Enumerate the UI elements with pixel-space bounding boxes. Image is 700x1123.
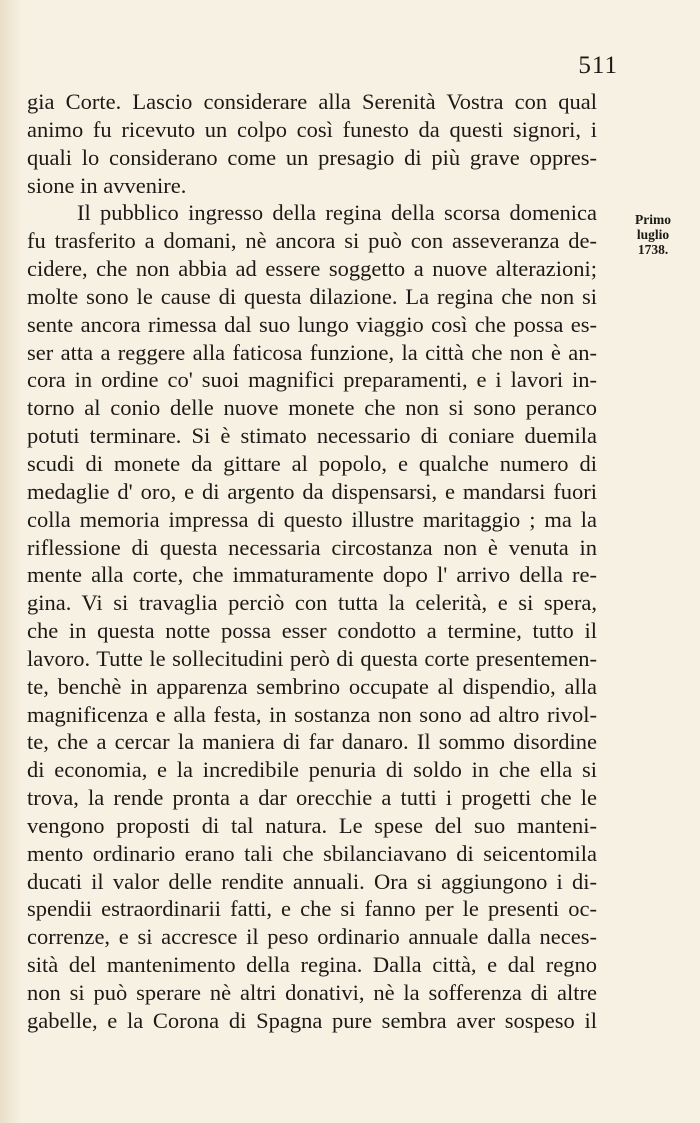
text-line: mente alla corte, che immaturamente dopo l' arrivo della re- — [27, 562, 597, 588]
page-edge-shadow — [0, 0, 22, 1123]
text-line: te, benchè in apparenza sembrino occupate al dispendio, alla — [27, 673, 597, 699]
text-line: torno al conio delle nuove monete che non si sono peranco — [27, 395, 597, 421]
text-line: cidere, che non abbia ad essere soggetto a nuove alterazioni; — [27, 256, 597, 282]
text-line: potuti terminare. Si è stimato necessario di coniare duemila — [27, 423, 597, 449]
text-line: animo fu ricevuto un colpo così funesto da questi signori, i — [27, 116, 597, 142]
text-line: spendii estraordinarii fatti, e che si fanno per le presenti oc- — [27, 896, 597, 922]
paragraph-2 — [27, 199, 597, 1034]
margin-note-line: 1738. — [637, 242, 669, 257]
text-line: ducati il valor delle rendite annuali. Ora si aggiungono i di- — [27, 868, 597, 894]
paragraph-1 — [27, 88, 597, 199]
body-text — [27, 88, 597, 1035]
text-line: vengono proposti di tal natura. Le spese del suo manteni- — [27, 812, 597, 838]
text-line: ser atta a reggere alla faticosa funzione, la città che non è an- — [27, 339, 597, 365]
text-line: fu trasferito a domani, nè ancora si può con asseveranza de- — [27, 228, 597, 254]
margin-note-line: luglio — [636, 227, 670, 242]
text-line: di economia, e la incredibile penuria di soldo in che ella si — [27, 757, 597, 783]
text-line: sente ancora rimessa dal suo lungo viaggio così che possa es- — [27, 311, 597, 337]
text-line: molte sono le cause di questa dilazione. La regina che non si — [27, 283, 597, 309]
text-line: lavoro. Tutte le sollecitudini però di questa corte presentemen- — [27, 645, 597, 671]
text-line: te, che a cercar la maniera di far danaro. Il sommo disordine — [27, 729, 597, 755]
text-line: che in questa notte possa esser condotto a termine, tutto il — [27, 618, 597, 644]
text-line: quali lo considerano come un presagio di più grave oppres- — [27, 144, 597, 170]
text-line: cora in ordine co' suoi magnifici preparamenti, e i lavori in- — [27, 367, 597, 393]
text-line: magnificenza e alla festa, in sostanza non sono ad altro rivol- — [27, 701, 597, 727]
text-line: Il pubblico ingresso della regina della scorsa domenica — [77, 200, 597, 226]
text-line: scudi di monete da gittare al popolo, e qualche numero di — [27, 450, 597, 476]
text-line: gia Corte. Lascio considerare alla Serenità Vostra con qual — [27, 89, 597, 114]
text-line: medaglie d' oro, e di argento da dispensarsi, e mandarsi fuori — [27, 478, 597, 504]
text-line: colla memoria impressa di questo illustre maritaggio ; ma la — [27, 506, 597, 532]
text-line: gina. Vi si travaglia perciò con tutta la celerità, e si spera, — [27, 590, 597, 616]
text-line: sione in avvenire. — [27, 172, 187, 198]
text-line: trova, la rende pronta a dar orecchie a tutti i progetti che le — [27, 785, 597, 811]
text-line: gabelle, e la Corona di Spagna pure sembra aver sospeso il — [27, 1007, 597, 1033]
text-line: correnze, e si accresce il peso ordinario annuale dalla neces- — [27, 924, 597, 950]
text-line: mento ordinario erano tali che sbilanciavano di seicentomila — [27, 840, 597, 866]
text-line: non si può sperare nè altri donativi, nè la sofferenza di altre — [27, 980, 597, 1005]
margin-note-line: Primo — [635, 212, 671, 227]
page-number: 511 — [578, 52, 618, 79]
text-line: sità del mantenimento della regina. Dalla città, e dal regno — [27, 952, 597, 978]
text-line: riflessione di questa necessaria circostanza non è venuta in — [27, 534, 597, 560]
margin-note-date — [617, 212, 689, 257]
